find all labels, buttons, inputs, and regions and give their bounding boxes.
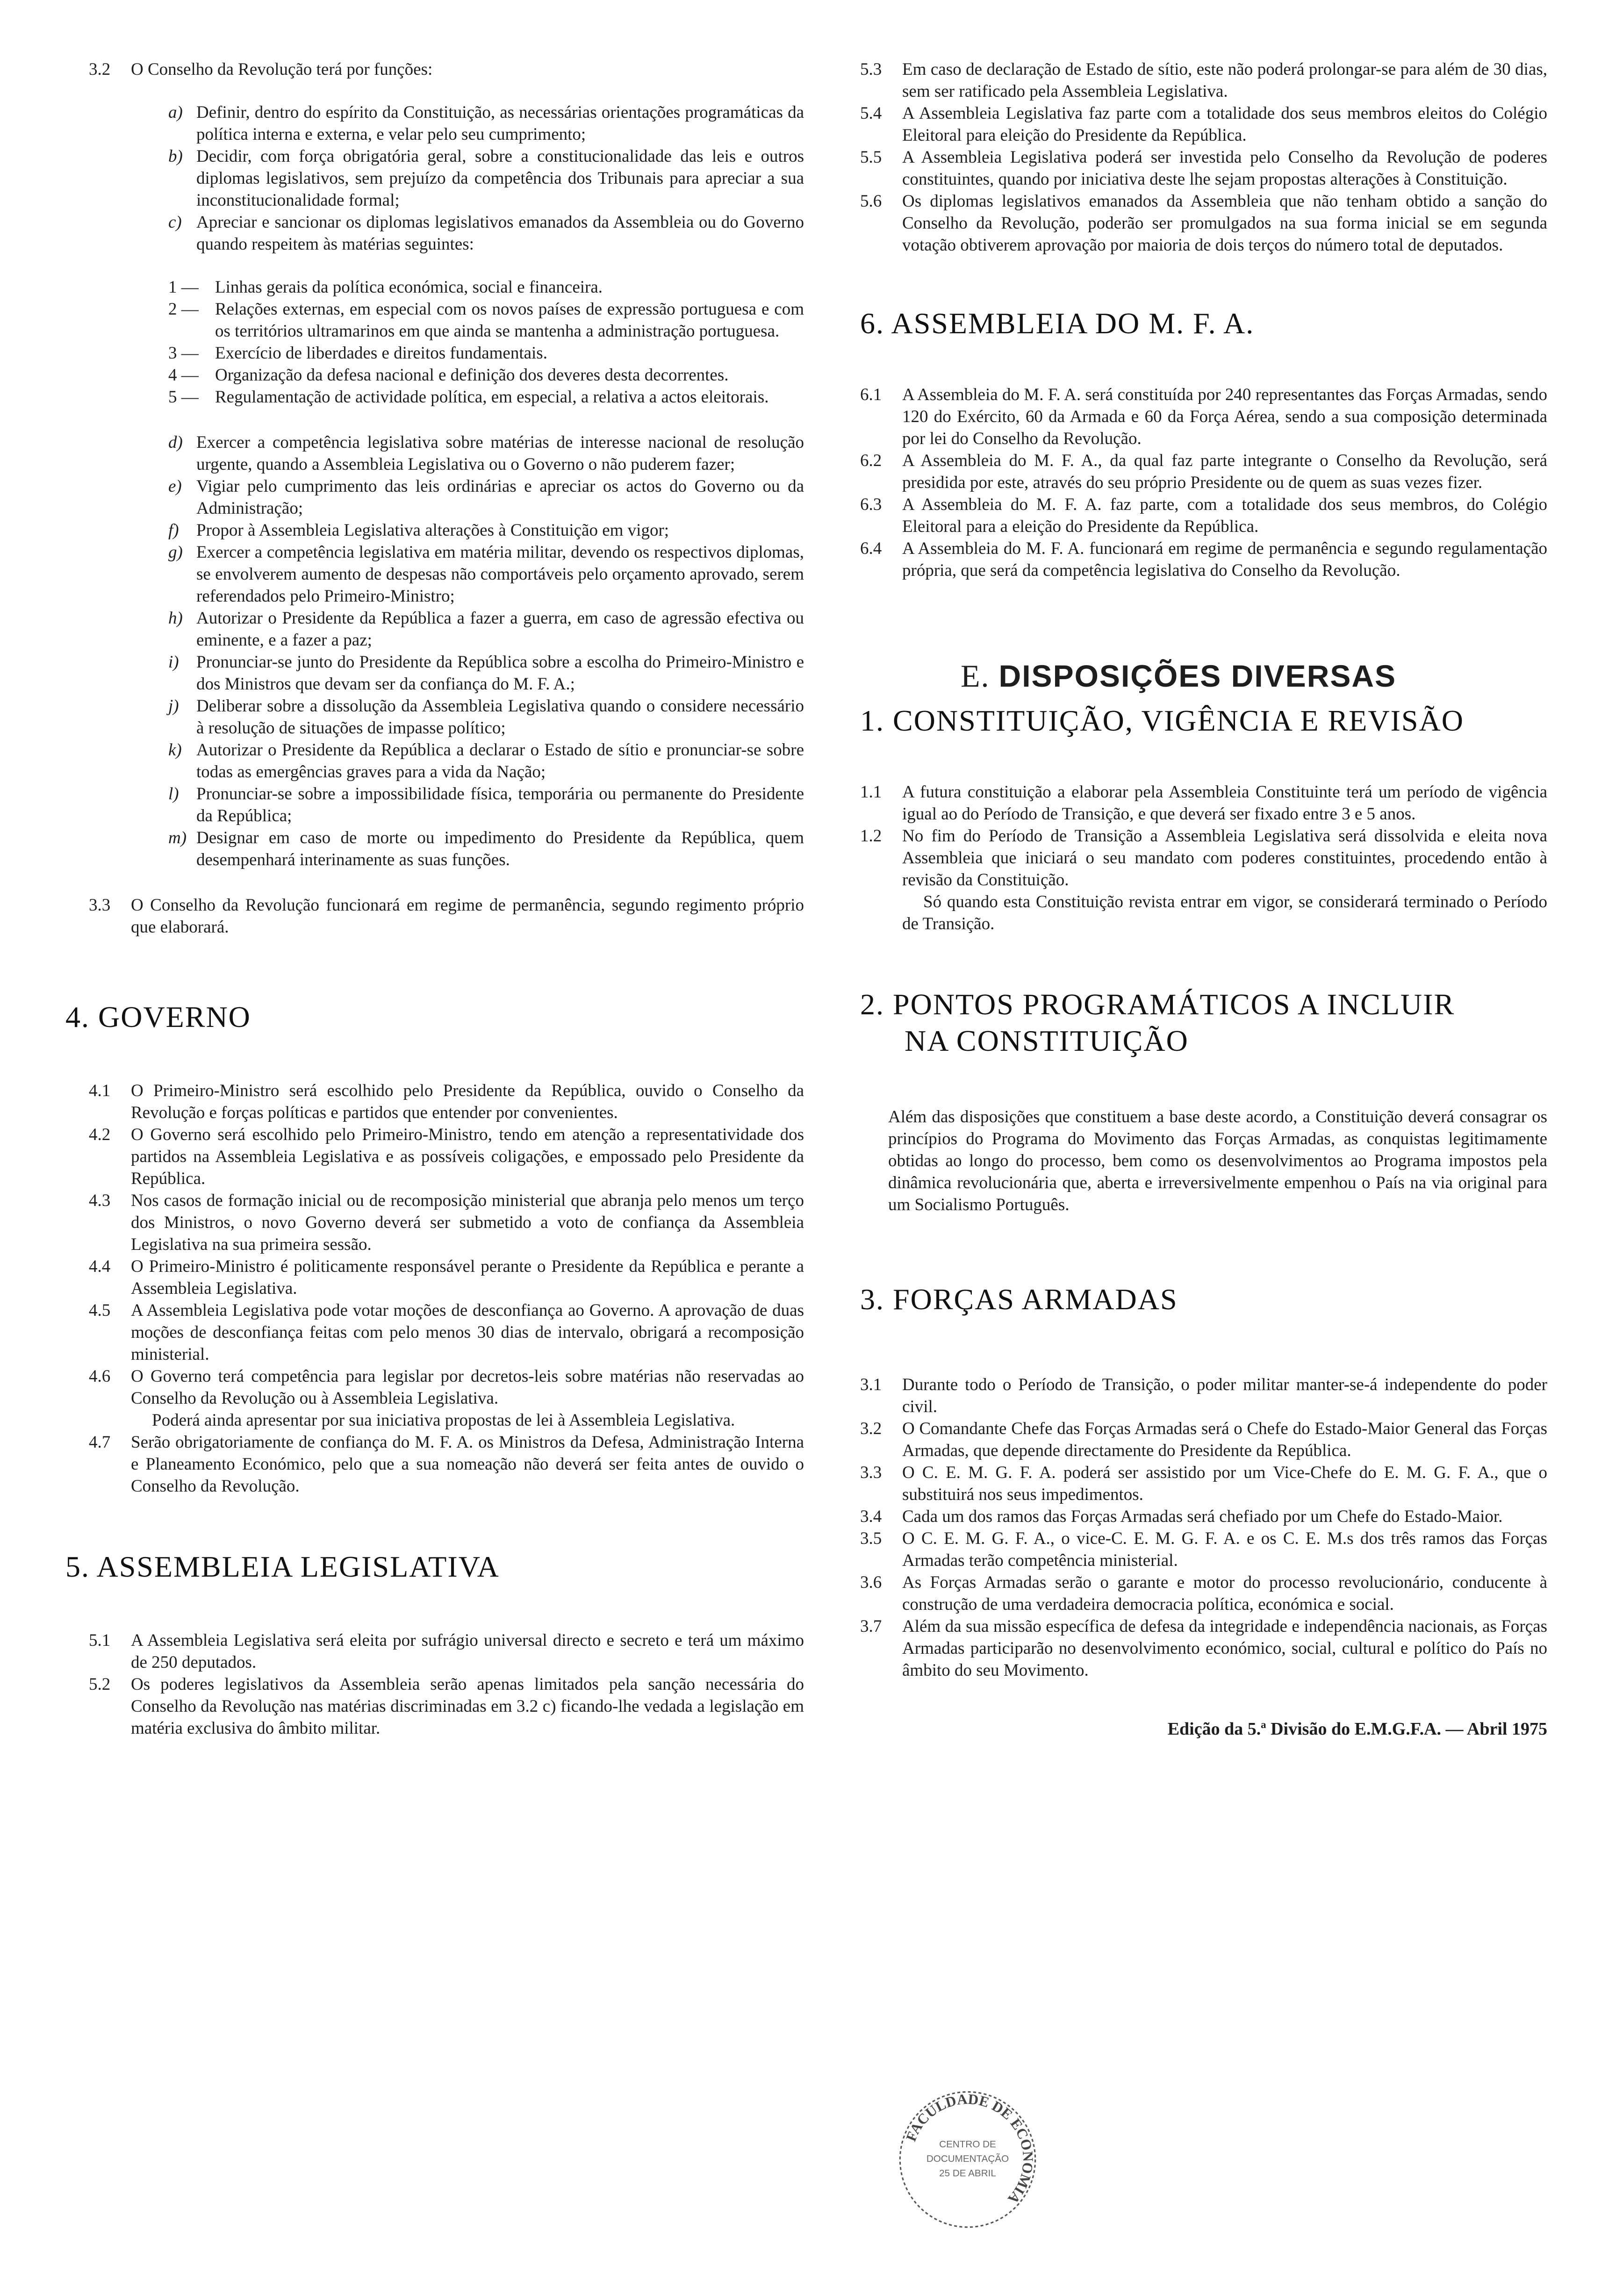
clause-e-3-4: 3.4 Cada um dos ramos das Forças Armadas será chefiado por um Chefe do Estado-Maior. — [860, 1507, 1503, 1526]
clause-e-3-7: 3.7 Além da sua missão específica de defesa da integridade e independência nacionais, as Forças Armadas participarão no desenvolvimento económico, social, cultural e político do País no âmbito do seu Movimento. — [860, 1617, 1547, 1680]
heading-governo: 4. GOVERNO — [65, 1000, 251, 1033]
clause-text: O Conselho da Revolução terá por funções: — [131, 60, 433, 79]
clause-5-6: 5.6 Os diplomas legislativos emanados da Assembleia que não tenham obtido a sanção do Conselho da Revolução, poderão ser promulgados na sua forma inicial se em segunda votação obtiverem aprovação por maioria de dois terços do número total de deputados. — [860, 192, 1547, 255]
clause-5-5: 5.5 A Assembleia Legislativa poderá ser investida pelo Conselho da Revolução de poderes constituintes, quando por iniciativa deste lhe sejam propostas alterações à Constituição. — [860, 148, 1547, 189]
item-f: f) Propor à Assembleia Legislativa alterações à Constituição em vigor; — [168, 521, 669, 540]
clause-5-4: 5.4 A Assembleia Legislativa faz parte com a totalidade dos seus membros eleitos do Colégio Eleitoral para eleição do Presidente da República. — [860, 104, 1547, 145]
item-e: e) Vigiar pelo cumprimento das leis ordinárias e apreciar os actos do Governo ou da Administração; — [168, 477, 804, 518]
heading-forcas-armadas: 3. FORÇAS ARMADAS — [860, 1283, 1178, 1316]
item-l: l) Pronunciar-se sobre a impossibilidade física, temporária ou permanente do Presidente da República; — [168, 784, 804, 825]
clause-4-5: 4.5 A Assembleia Legislativa pode votar moções de desconfiança ao Governo. A aprovação de duas moções de desconfiança feitas com pelo menos 30 dias de intervalo, obrigará a recomposição ministerial. — [89, 1301, 804, 1364]
right-column — [860, 58, 1547, 1739]
clause-e-1-1: 1.1 A futura constituição a elaborar pela Assembleia Constituinte terá um período de vigência igual ao do Período de Transição, e que deverá ser fixado entre 3 e 5 anos. — [860, 782, 1547, 824]
list-item-5: 5 — Regulamentação de actividade política, em especial, a relativa a actos eleitorais. — [168, 387, 769, 407]
heading-constituicao-vigencia: 1. CONSTITUIÇÃO, VIGÊNCIA E REVISÃO — [860, 704, 1464, 737]
clause-4-6-extra: Poderá ainda apresentar por sua iniciativa propostas de lei à Assembleia Legislativa. — [152, 1411, 735, 1430]
clause-4-6: 4.6 O Governo terá competência para legislar por decretos-leis sobre matérias não reservadas ao Conselho da Revolução ou à Assembleia Legislativa. — [89, 1367, 804, 1408]
clause-6-2: 6.2 A Assembleia do M. F. A., da qual faz parte integrante o Conselho da Revolução, será presidida por este, através do seu próprio Presidente ou de quem as suas vezes fizer. — [860, 451, 1547, 492]
clause-4-1: 4.1 O Primeiro-Ministro será escolhido pelo Presidente da República, ouvido o Conselho da Revolução e forças políticas e partidos que entender por convenientes. — [89, 1081, 804, 1122]
library-stamp — [895, 2087, 1040, 2232]
clause-3-2 — [89, 58, 804, 80]
clause-5-1: 5.1 A Assembleia Legislativa será eleita por sufrágio universal directo e secreto e terá um máximo de 250 deputados. — [89, 1631, 804, 1672]
svg-text:FACULDADE DE ECONOMIA: FACULDADE DE ECONOMIA — [902, 2090, 1037, 2207]
list-item-2: 2 — Relações externas, em especial com os novos países de expressão portuguesa e com os territórios ultramarinos em que ainda se mantenha a administração portuguesa. — [168, 300, 804, 341]
item-m: m) Designar em caso de morte ou impedimento do Presidente da República, quem desempenhará interinamente as suas funções. — [168, 828, 804, 869]
item-c: c) Apreciar e sancionar os diplomas legislativos emanados da Assembleia ou do Governo quando respeitem às matérias seguintes: — [168, 213, 804, 254]
heading-assembleia-mfa: 6. ASSEMBLEIA DO M. F. A. — [860, 307, 1255, 340]
left-column — [65, 58, 804, 1739]
item-i: i) Pronunciar-se junto do Presidente da República sobre a escolha do Primeiro-Ministro e dos Ministros que devam ser da confiança do M. F. A.; — [168, 653, 804, 694]
list-item-4: 4 — Organização da defesa nacional e definição dos deveres desta decorrentes. — [168, 366, 729, 385]
clause-number: 3.2 — [89, 60, 111, 79]
edition-footer: Edição da 5.ª Divisão do E.M.G.F.A. — Abril 1975 — [1167, 1719, 1547, 1739]
item-a: a) Definir, dentro do espírito da Constituição, as necessárias orientações programáticas da política interna e externa, e velar pelo seu cumprimento; — [168, 103, 804, 144]
clause-5-3: 5.3 Em caso de declaração de Estado de sítio, este não poderá prolongar-se para além de 30 dias, sem ser ratificado pela Assembleia Legislativa. — [860, 60, 1547, 101]
item-d: d) Exercer a competência legislativa sobre matérias de interesse nacional de resolução urgente, quando a Assembleia Legislativa ou o Governo o não puderem fazer; — [168, 433, 804, 474]
clause-5-2: 5.2 Os poderes legislativos da Assembleia serão apenas limitados pela sanção necessária do Conselho da Revolução nas matérias discriminadas em 3.2 c) ficando-lhe vedada a legislação em matéria exclusiva do âmbito militar. — [89, 1675, 804, 1738]
clause-4-3: 4.3 Nos casos de formação inicial ou de recomposição ministerial que abranja pelo menos um terço dos Ministros, o novo Governo deverá ser submetido a voto de confiança da Assembleia Legislativa na sua primeira sessão. — [89, 1191, 804, 1254]
item-k: k) Autorizar o Presidente da República a declarar o Estado de sítio e pronunciar-se sobre todas as emergências graves para a vida da Nação; — [168, 740, 804, 782]
clause-4-7: 4.7 Serão obrigatoriamente de confiança do M. F. A. os Ministros da Defesa, Administração Interna e Planeamento Económico, pelo que a sua nomeação não deverá ser feita antes de ouvido o Conselho da Revolução. — [89, 1433, 804, 1496]
svg-text:DOCUMENTAÇÃO: DOCUMENTAÇÃO — [926, 2153, 1009, 2165]
list-item-1: 1 — Linhas gerais da política económica, social e financeira. — [168, 278, 603, 297]
svg-text:CENTRO DE: CENTRO DE — [939, 2139, 996, 2150]
svg-text:25 DE ABRIL: 25 DE ABRIL — [939, 2168, 996, 2179]
clause-6-3: 6.3 A Assembleia do M. F. A. faz parte, com a totalidade dos seus membros, do Colégio Eleitoral para a eleição do Presidente da República. — [860, 495, 1547, 536]
item-b: b) Decidir, com força obrigatória geral, sobre a constitucionalidade das leis e outros diplomas legislativos, sem prejuízo da competência dos Tribunais para apreciar a sua inconstitucionalidade formal; — [168, 147, 804, 210]
heading-pontos-programaticos: 2. PONTOS PROGRAMÁTICOS A INCLUIR NA CONSTITUIÇÃO — [860, 988, 1455, 1057]
clause-6-1: 6.1 A Assembleia do M. F. A. será constituída por 240 representantes das Forças Armadas, sendo 120 do Exército, 60 da Armada e 60 da Força Aérea, sendo a sua composição determinada por lei do Conselho da Revolução. — [860, 385, 1547, 448]
clause-4-4: 4.4 O Primeiro-Ministro é politicamente responsável perante o Presidente da República e perante a Assembleia Legislativa. — [89, 1257, 804, 1298]
heading-section-e: E. DISPOSIÇÕES DIVERSAS — [961, 658, 1397, 694]
heading-assembleia-legislativa: 5. ASSEMBLEIA LEGISLATIVA — [65, 1550, 500, 1583]
item-j: j) Deliberar sobre a dissolução da Assembleia Legislativa quando o considere necessário à resolução de situações de impasse político; — [168, 696, 804, 738]
clause-6-4: 6.4 A Assembleia do M. F. A. funcionará em regime de permanência e segundo regulamentação própria, que será da competência legislativa do Conselho da Revolução. — [860, 539, 1547, 580]
clause-e-1-2: 1.2 No fim do Período de Transição a Assembleia Legislativa será dissolvida e eleita nova Assembleia que iniciará o seu mandato com poderes constituintes, procedendo então à revisão da Constituição. — [860, 826, 1547, 890]
pontos-text: Além das disposições que constituem a base deste acordo, a Constituição deverá consagrar os princípios do Programa do Movimento das Forças Armadas, as conquistas legitimamente obtidas ao longo do processo, bem como os desenvolvimentos ao Programa impostos pela dinâmica revolucionária que, aberta e irreversivelmente empenhou o País na via original para um Socialismo Português. — [888, 1107, 1547, 1214]
list-item-3: 3 — Exercício de liberdades e direitos fundamentais. — [168, 344, 547, 363]
clause-e-1-2-extra: Só quando esta Constituição revista entrar em vigor, se considerará terminado o Período de Transição. — [902, 892, 1547, 933]
clause-e-3-2: 3.2 O Comandante Chefe das Forças Armadas será o Chefe do Estado-Maior General das Forças Armadas, que depende directamente do Presidente da República. — [860, 1419, 1547, 1460]
clause-3-3: 3.3 O Conselho da Revolução funcionará em regime de permanência, segundo regimento próprio que elaborará. — [89, 896, 804, 937]
clause-e-3-3: 3.3 O C. E. M. G. F. A. poderá ser assistido por um Vice-Chefe do E. M. G. F. A., que o substituirá nos seus impedimentos. — [860, 1463, 1547, 1504]
clause-4-2: 4.2 O Governo será escolhido pelo Primeiro-Ministro, tendo em atenção a representatividade dos partidos na Assembleia Legislativa e as possíveis coligações, e empossado pelo Presidente da República. — [89, 1125, 804, 1188]
clause-e-3-5: 3.5 O C. E. M. G. F. A., o vice-C. E. M. G. F. A. e os C. E. M.s dos três ramos das Forças Armadas terão competência ministerial. — [860, 1529, 1547, 1570]
item-g: g) Exercer a competência legislativa em matéria militar, devendo os respectivos diplomas, se envolverem aumento de despesas não comportáveis pelo orçamento aprovado, serem referendados pelo Primeiro-Ministro; — [168, 543, 804, 606]
clause-e-3-1: 3.1 Durante todo o Período de Transição, o poder militar manter-se-á independente do poder civil. — [860, 1375, 1547, 1416]
item-h: h) Autorizar o Presidente da República a fazer a guerra, em caso de agressão efectiva ou eminente, e a fazer a paz; — [168, 609, 804, 650]
clause-e-3-6: 3.6 As Forças Armadas serão o garante e motor do processo revolucionário, conducente à construção de uma verdadeira democracia política, económica e social. — [860, 1573, 1547, 1614]
